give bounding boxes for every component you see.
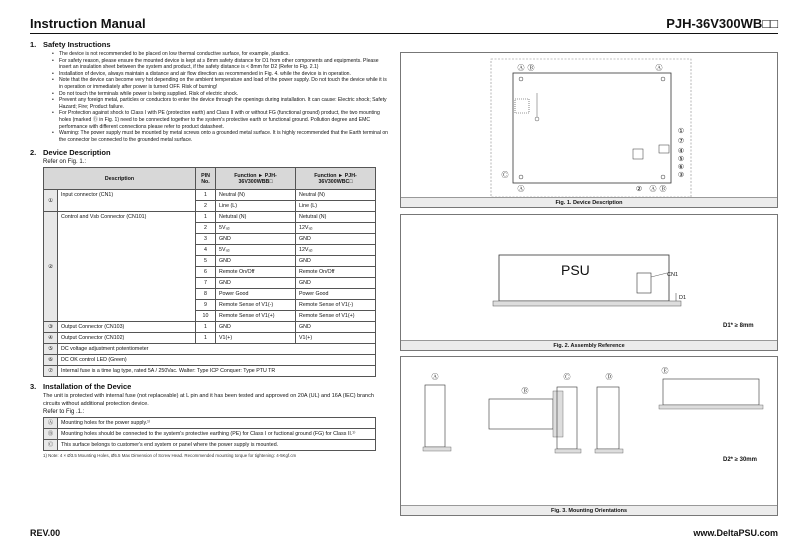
figure-1-caption: Fig. 1. Device Description	[401, 197, 777, 207]
mount-hole	[519, 77, 523, 81]
callout-label: ⑤	[677, 156, 685, 163]
table-row	[44, 333, 376, 344]
callout-label: Ⓐ	[517, 186, 525, 193]
safety-bullet: • Installation of device, always maintain a distance and air flow direction as recommended in Fig. 4. while the device is in operation.	[52, 71, 390, 78]
mount-hole	[661, 77, 665, 81]
mount-hole	[519, 175, 523, 179]
pin-cell: 7	[196, 278, 216, 289]
d1-label: D1	[679, 295, 687, 301]
table-row	[44, 366, 376, 377]
callout-label: Ⓔ	[661, 368, 669, 375]
function-b-cell: GND	[216, 278, 296, 289]
table-row	[44, 190, 376, 201]
safety-bullet: • For Protection against shock to Class I with PE (protection earth) and Class II with or without FG (functional ground) product, the two mounting holes (marked Ⓑ in Fig. 1) need to be connected together to the system's protective earth or functional ground. Pollution degree and EMC performance with different connections please refer to product datasheet.	[52, 110, 390, 130]
table-row	[44, 322, 376, 333]
device-drawing	[401, 53, 779, 199]
description-table	[43, 167, 376, 377]
group-id: ①	[44, 190, 58, 212]
col-function-b: Function ► PJH-36V300WBB□	[216, 168, 296, 190]
function-b-cell: Netutral (N)	[216, 212, 296, 223]
table-row	[44, 212, 376, 223]
pin-cell: 1	[196, 322, 216, 333]
psu-label: PSU	[561, 262, 590, 278]
group-label: Output Connector (CN103)	[58, 322, 196, 333]
orientation-c-base	[555, 449, 581, 453]
callout-label: ④	[677, 148, 685, 155]
function-c-cell: GND	[296, 256, 376, 267]
row-text: Mounting holes should be connected to the system's protective earthing (PE) for Class I or fuctional ground (FG) for Class II.¹⁾	[58, 429, 376, 440]
callout-label: ③	[677, 172, 685, 179]
function-c-cell: Line (L)	[296, 201, 376, 212]
function-c-cell: 12Vₛᵦ	[296, 245, 376, 256]
row-id: Ⓑ	[44, 429, 58, 440]
function-c-cell: GND	[296, 234, 376, 245]
group-id: ⑦	[44, 366, 58, 377]
function-b-cell: V1(+)	[216, 333, 296, 344]
orientation-d-base	[595, 449, 623, 453]
cn101-shape	[659, 145, 669, 153]
extra-text: DC voltage adjustment potentiometer	[58, 344, 376, 355]
function-b-cell: Neutral (N)	[216, 190, 296, 201]
pin-cell: 4	[196, 245, 216, 256]
extra-text: DC OK control LED (Green)	[58, 355, 376, 366]
cn1-shape	[637, 273, 651, 293]
group-id: ⑥	[44, 355, 58, 366]
safety-bullet: • Warning: The power supply must be mounted by metal screws onto a grounded metal surface. It is highly recommended that the Earth terminal on the connector be connected to the grounded metal surface.	[52, 130, 390, 143]
function-c-cell: V1(+)	[296, 333, 376, 344]
group-label: Output Connector (CN102)	[58, 333, 196, 344]
callout-label: ⑦	[677, 138, 685, 145]
safety-list	[52, 51, 390, 143]
col-description: Description	[44, 168, 196, 190]
callout-label: Ⓓ	[605, 374, 613, 381]
cn1-leader	[651, 273, 667, 277]
pin-cell: 5	[196, 256, 216, 267]
document-title: Instruction Manual	[30, 16, 146, 31]
output-connector-shape	[633, 149, 643, 159]
callout-label: Ⓐ	[517, 65, 525, 72]
orientation-a-base	[423, 447, 451, 451]
page-footer	[30, 528, 778, 544]
d2-note: D2* ≥ 30mm	[723, 457, 757, 463]
mount-hole	[661, 175, 665, 179]
function-c-cell: 12Vₛᵦ	[296, 223, 376, 234]
orientation-d-shape	[597, 387, 619, 449]
function-b-cell: Power Good	[216, 289, 296, 300]
safety-bullet: • For safety reason, please ensure the mounted device is kept at ≥ 8mm safety distance for D1 from other components and equipments. Please insert an insulation sheet between the system and product, if the safety distance is < 8mm for D2 (Refer to Fig. 2.1)	[52, 58, 390, 71]
function-c-cell: GND	[296, 322, 376, 333]
model-number: PJH-36V300WB□□	[666, 16, 778, 31]
function-b-cell: 5V⁣ₛᵦ	[216, 223, 296, 234]
d1-note: D1* ≥ 8mm	[723, 323, 754, 329]
orientation-b-base	[553, 391, 563, 437]
function-c-cell: Remote Sense of V1(-)	[296, 300, 376, 311]
table-row	[44, 344, 376, 355]
pin-cell: 1	[196, 212, 216, 223]
pin-cell: 1	[196, 190, 216, 201]
function-c-cell: Remote On/Off	[296, 267, 376, 278]
row-id: Ⓐ	[44, 418, 58, 429]
figure-3-caption: Fig. 3. Mounting Orientations	[401, 505, 777, 515]
function-b-cell: GND	[216, 256, 296, 267]
function-b-cell: 5Vₛᵦ	[216, 245, 296, 256]
callout-label: Ⓑ	[521, 388, 529, 395]
pin-cell: 10	[196, 311, 216, 322]
safety-bullet: • Do not touch the terminals while power is being supplied. Risk of electric shock.	[52, 91, 390, 98]
callout-label: ②	[635, 186, 643, 193]
callout-label: ⑥	[677, 164, 685, 171]
group-id: ④	[44, 333, 58, 344]
function-b-cell: Remote Sense of V1(+)	[216, 311, 296, 322]
pin-cell: 6	[196, 267, 216, 278]
table-row	[44, 440, 376, 451]
function-b-cell: Remote Sense of V1(-)	[216, 300, 296, 311]
row-id: Ⓒ	[44, 440, 58, 451]
function-c-cell: Neutral (N)	[296, 190, 376, 201]
installation-table	[43, 417, 376, 451]
function-c-cell: GND	[296, 278, 376, 289]
row-text: Mounting holes for the power supply.¹⁾	[58, 418, 376, 429]
pin-cell: 1	[196, 333, 216, 344]
callout-label: Ⓐ	[655, 65, 663, 72]
description-heading: 2. Device Description	[30, 148, 111, 158]
psu-outline	[513, 73, 671, 183]
row-text: This surface belongs to customer's end system or panel where the power supply is mounted.	[58, 440, 376, 451]
orientation-b-shape	[489, 399, 553, 429]
function-c-cell: Netutral (N)	[296, 212, 376, 223]
pin-cell: 9	[196, 300, 216, 311]
safety-bullet: • Prevent any foreign metal, particles or conductors to enter the device through the openings during installation. It can cause: Electric shock; Safety Hazard; Fire; Product failure.	[52, 97, 390, 110]
function-b-cell: Line (L)	[216, 201, 296, 212]
callout-label: Ⓑ	[527, 65, 535, 72]
pin-cell: 2	[196, 223, 216, 234]
revision: REV.00	[30, 528, 61, 538]
installation-refer: Refer to Fig .1.:	[43, 409, 85, 416]
input-connector-shape	[515, 99, 529, 113]
installation-note: 1) Note: 4 × Ø3.5 Mounting Holes, Ø5.5 Max Dimension of Screw Head. Recommended mounting torque for tightening: 4-5Kgf.cm	[43, 453, 297, 459]
table-row	[44, 355, 376, 366]
pin-cell: 3	[196, 234, 216, 245]
assembly-drawing	[401, 215, 779, 342]
orientations-drawing	[401, 357, 779, 507]
group-label: Input connector (CN1)	[58, 190, 196, 212]
group-id: ③	[44, 322, 58, 333]
col-function-c: Function ► PJH-36V300WBC□	[296, 168, 376, 190]
pin-cell: 8	[196, 289, 216, 300]
figure-3	[400, 356, 778, 516]
orientation-e-base	[659, 405, 763, 409]
group-id: ②	[44, 212, 58, 322]
callout-label: Ⓒ	[501, 172, 509, 179]
function-b-cell: Remote On/Off	[216, 267, 296, 278]
figure-1	[400, 52, 778, 208]
cn1-label: CN1	[667, 272, 679, 278]
function-b-cell: GND	[216, 234, 296, 245]
safety-bullet: • Note that the device can become very hot depending on the ambient temperature and load of the power supply. Do not touch the device while it is in operation or immediately after power is turned OFF. Risk of burning!	[52, 77, 390, 90]
function-c-cell: Remote Sense of V1(+)	[296, 311, 376, 322]
group-id: ⑤	[44, 344, 58, 355]
figure-2-caption: Fig. 2. Assembly Reference	[401, 340, 777, 350]
extra-text: Internal fuse is a time lag type, rated 5A / 250Vac. Walter: Type ICP Conquer: Type PTU TR	[58, 366, 376, 377]
callout-label: Ⓑ	[659, 186, 667, 193]
installation-paragraph: The unit is protected with internal fuse (not replaceable) at L pin and it has been tested and approved on 20A (UL) and 16A (IEC) branch circuits without additional protection device.	[43, 393, 374, 407]
safety-heading: 1. Safety Instructions	[30, 40, 111, 49]
col-pin: PIN No.	[196, 168, 216, 190]
function-b-cell: GND	[216, 322, 296, 333]
pin-cell: 2	[196, 201, 216, 212]
fuse-shape	[535, 117, 539, 121]
safety-bullet: • The device is not recommended to be placed on low thermal conductive surface, for example, plastics.	[52, 51, 390, 58]
installation-heading: 3. Installation of the Device	[30, 382, 132, 392]
callout-label: Ⓐ	[649, 186, 657, 193]
callout-label: Ⓐ	[431, 374, 439, 381]
function-c-cell: Power Good	[296, 289, 376, 300]
description-refer: Refer on Fig. 1.:	[43, 159, 87, 166]
website: www.DeltaPSU.com	[693, 528, 778, 538]
left-column	[30, 40, 390, 458]
base-plate	[493, 301, 681, 306]
callout-label: Ⓒ	[563, 374, 571, 381]
table-row	[44, 418, 376, 429]
page-header	[30, 14, 778, 34]
table-row	[44, 429, 376, 440]
figure-2	[400, 214, 778, 351]
orientation-a-shape	[425, 385, 445, 447]
callout-label: ①	[677, 128, 685, 135]
group-label: Control and Vsb Connector (CN101)	[58, 212, 196, 322]
orientation-e-shape	[663, 379, 759, 405]
